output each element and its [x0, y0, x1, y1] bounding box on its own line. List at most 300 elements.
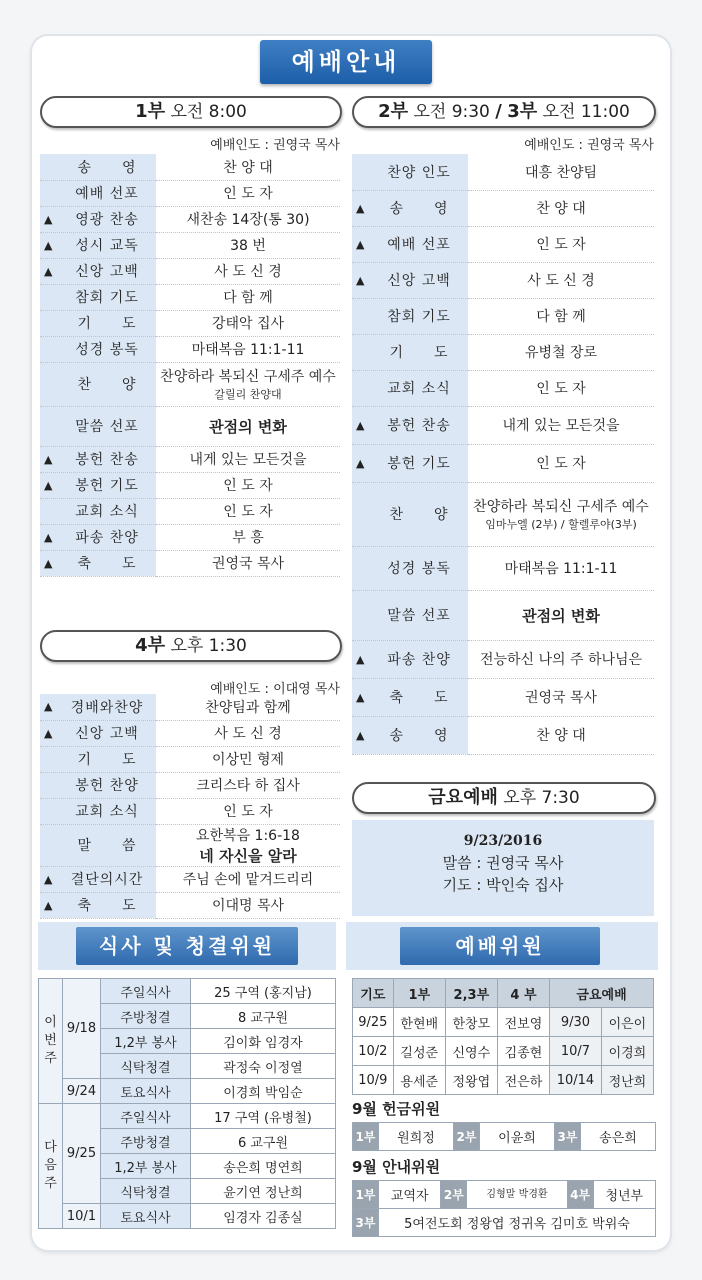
order-row [40, 892, 340, 918]
order-value: 크리스타 하 집사 [196, 778, 300, 794]
offering-names: 이윤희 [480, 1123, 555, 1151]
order-value: 권영국 목사 [211, 556, 285, 572]
order-value: 인 도 자 [223, 478, 273, 494]
meal-duty-name: 주일식사 [101, 1104, 191, 1129]
order-label [44, 869, 156, 889]
service3-name: 3부 [507, 101, 538, 122]
worship-cell: 김종현 [497, 1037, 549, 1066]
service1-header [40, 96, 342, 128]
order-label-cell [40, 206, 156, 232]
meal-duty-value: 곽정숙 이정열 [191, 1054, 336, 1079]
order-label-cell [40, 284, 156, 310]
worship-cell: 10/14 [550, 1066, 602, 1095]
order-label [44, 313, 156, 333]
friday-header [352, 782, 656, 814]
order-label-text: 신앙 고백 [387, 273, 451, 289]
worship-row [353, 1066, 654, 1095]
usher-table [352, 1180, 656, 1237]
order-value: 요한복음 1:6-18 [196, 827, 300, 844]
service1-leader: 예배인도 : 권영국 목사 [210, 138, 340, 153]
meal-duty-value: 6 교구원 [191, 1129, 336, 1154]
worship-cell: 한창모 [445, 1008, 497, 1037]
order-label-cell [40, 362, 156, 406]
page-title: 예배안내 [260, 40, 432, 84]
order-label-cell [40, 258, 156, 284]
order-label-cell [40, 446, 156, 472]
order-label-text: 성경 봉독 [75, 342, 139, 358]
order-label-cell [352, 640, 468, 678]
meal-row [39, 1104, 336, 1129]
friday-sermon: 말씀 : 권영국 목사 [442, 854, 564, 872]
meal-duty-value: 이경희 박임순 [191, 1079, 336, 1104]
order-label-text: 봉헌 찬양 [75, 778, 139, 794]
usher-row [353, 1209, 656, 1237]
order-label-cell [352, 370, 468, 406]
meal-title: 식사 및 청결위원 [76, 927, 298, 965]
order-value: 다 함 께 [536, 309, 586, 325]
usher-title: 9월 안내위원 [352, 1158, 441, 1176]
order-row [40, 694, 340, 720]
order-label-text: 파송 찬양 [75, 530, 139, 546]
order-value: 인 도 자 [223, 186, 273, 202]
order-value: 내게 있는 모든것을 [189, 452, 307, 468]
order-row [352, 444, 654, 482]
meal-week-cell [39, 979, 63, 1104]
service1-time: 오전 8:00 [170, 102, 247, 122]
service1-order-table [40, 154, 340, 577]
order-value: 강태악 집사 [211, 316, 285, 332]
order-row [352, 334, 654, 370]
order-label-text: 교회 소식 [75, 504, 139, 520]
order-label-cell [352, 406, 468, 444]
order-value-cell [156, 694, 340, 720]
order-label-cell [352, 716, 468, 754]
offering-names: 원희정 [379, 1123, 454, 1151]
order-label-cell [352, 190, 468, 226]
order-value-cell [468, 640, 654, 678]
order-value: 권영국 목사 [524, 690, 598, 706]
usher-service-tag: 3부 [353, 1209, 379, 1237]
meal-row [39, 979, 336, 1004]
friday-time: 오후 7:30 [503, 788, 580, 808]
order-row [352, 716, 654, 754]
order-row [40, 550, 340, 576]
order-label-cell [352, 678, 468, 716]
order-label [44, 374, 156, 394]
order-row [40, 866, 340, 892]
order-label-text: 파송 찬양 [387, 652, 451, 668]
standing-marker-icon: ▲ [44, 872, 53, 886]
order-row [40, 472, 340, 498]
order-label-text: 축 도 [77, 898, 137, 914]
order-value-cell [156, 336, 340, 362]
order-row [40, 824, 340, 866]
order-label-cell [40, 154, 156, 180]
order-value: 이상민 형제 [211, 752, 285, 768]
meal-duty-name: 1,2부 봉사 [101, 1029, 191, 1054]
order-value-sub: 임마누엘 (2부) / 할렐루야(3부) [485, 518, 637, 531]
meal-row [39, 1079, 336, 1104]
service4-time: 오후 1:30 [170, 636, 247, 656]
order-value-cell [156, 824, 340, 866]
order-row [40, 258, 340, 284]
order-label-cell [352, 546, 468, 590]
meal-duty-name: 1,2부 봉사 [101, 1154, 191, 1179]
order-label [356, 162, 468, 182]
order-label [356, 378, 468, 398]
friday-date: 9/23/2016 [463, 833, 543, 849]
worship-cell: 9/30 [550, 1008, 602, 1037]
order-label-cell [40, 824, 156, 866]
order-value: 인 도 자 [536, 456, 586, 472]
order-value: 인 도 자 [536, 237, 586, 253]
order-label-text: 예배 선포 [387, 237, 451, 253]
order-value: 이대명 목사 [211, 898, 285, 914]
order-label [356, 270, 468, 290]
meal-row [39, 1204, 336, 1229]
order-value: 찬양팀과 함께 [205, 699, 291, 716]
order-label-cell [40, 892, 156, 918]
standing-marker-icon: ▲ [356, 237, 365, 251]
order-label-text: 기 도 [77, 316, 137, 332]
order-value-cell [468, 678, 654, 716]
offering-service-tag: 3부 [555, 1123, 581, 1151]
order-row [352, 190, 654, 226]
order-label-text: 기 도 [389, 345, 449, 361]
order-label [44, 775, 156, 795]
worship-cell: 10/7 [550, 1037, 602, 1066]
order-value: 다 함 께 [223, 290, 273, 306]
meal-duty-value: 김이화 임경자 [191, 1029, 336, 1054]
order-value: 내게 있는 모든것을 [502, 418, 620, 434]
standing-marker-icon: ▲ [44, 530, 53, 544]
order-label-text: 송 영 [389, 728, 449, 744]
meal-date-cell: 9/18 [63, 979, 101, 1079]
service23-leader: 예배인도 : 권영국 목사 [524, 138, 654, 153]
order-row [40, 206, 340, 232]
order-value: 유병철 장로 [524, 345, 598, 361]
order-label [44, 723, 156, 743]
worship-cell: 정난희 [601, 1066, 653, 1095]
order-value-cell [156, 472, 340, 498]
meal-duty-value: 임경자 김종실 [191, 1204, 336, 1229]
order-value-cell [156, 550, 340, 576]
meal-duty-name: 식탁청결 [101, 1179, 191, 1204]
order-label-cell [40, 720, 156, 746]
order-value: 찬양하라 복되신 구세주 예수 [473, 499, 649, 515]
order-label-cell [40, 798, 156, 824]
order-value-cell [156, 206, 340, 232]
usher-service-tag: 1부 [353, 1181, 379, 1209]
order-value-cell [156, 362, 340, 406]
worship-cell: 이은이 [601, 1008, 653, 1037]
order-label-cell [352, 590, 468, 640]
order-value-cell [468, 370, 654, 406]
standing-marker-icon: ▲ [356, 201, 365, 215]
worship-cell: 9/25 [353, 1008, 394, 1037]
order-value-cell [156, 154, 340, 180]
order-value-cell [468, 482, 654, 546]
meal-week-char: 이 [44, 1015, 57, 1030]
friday-prayer: 기도 : 박인숙 집사 [442, 876, 564, 894]
order-value: 찬양하라 복되신 구세주 예수 [160, 369, 336, 385]
order-label [44, 416, 156, 436]
standing-marker-icon: ▲ [356, 418, 365, 432]
order-label-cell [40, 746, 156, 772]
order-label [356, 687, 468, 707]
worship-header-cell: 기도 [353, 979, 394, 1008]
order-value-cell [156, 720, 340, 746]
meal-duty-value: 17 구역 (유병철) [191, 1104, 336, 1129]
order-label-cell [352, 482, 468, 546]
offering-title: 9월 헌금위원 [352, 1100, 441, 1118]
order-row [40, 498, 340, 524]
order-row [40, 180, 340, 206]
meal-date-cell: 10/1 [63, 1204, 101, 1229]
friday-details [352, 820, 654, 916]
order-value: 찬 양 대 [536, 728, 586, 744]
order-label [44, 501, 156, 521]
order-value: 마태복음 11:1-11 [191, 342, 305, 358]
order-label-text: 기 도 [77, 752, 137, 768]
meal-week-cell [39, 1104, 63, 1229]
order-label [44, 235, 156, 255]
order-row [40, 446, 340, 472]
order-value-cell [468, 406, 654, 444]
order-row [352, 590, 654, 640]
order-row [352, 298, 654, 334]
meal-duty-name: 주일식사 [101, 979, 191, 1004]
order-row [40, 798, 340, 824]
order-value-cell [468, 590, 654, 640]
order-row [40, 772, 340, 798]
meal-duty-name: 토요식사 [101, 1204, 191, 1229]
order-label-text: 봉헌 찬송 [387, 418, 451, 434]
order-label-text: 신앙 고백 [75, 726, 139, 742]
order-label [356, 558, 468, 578]
order-value-cell [156, 498, 340, 524]
worship-header-cell: 4 부 [497, 979, 549, 1008]
order-value: 새찬송 14장(통 30) [186, 212, 310, 228]
order-label-cell [352, 226, 468, 262]
order-label-text: 찬양 인도 [387, 164, 451, 181]
order-value: 사 도 신 경 [214, 726, 282, 742]
usher-row [353, 1181, 656, 1209]
worship-cell: 한현배 [393, 1008, 445, 1037]
service4-leader: 예배인도 : 이대영 목사 [210, 682, 340, 697]
order-value-cell [468, 298, 654, 334]
order-label-cell [40, 232, 156, 258]
order-value-cell [468, 190, 654, 226]
order-label-text: 교회 소식 [387, 381, 451, 397]
usher-names: 김형말 박경환 [467, 1181, 567, 1209]
worship-header-cell: 2,3부 [445, 979, 497, 1008]
order-row [40, 746, 340, 772]
order-label [44, 261, 156, 281]
order-value: 관점의 변화 [209, 417, 287, 436]
order-label-text: 경배와찬양 [70, 699, 144, 716]
service1-name: 1부 [135, 101, 166, 122]
order-row [352, 546, 654, 590]
offering-names: 송은희 [581, 1123, 656, 1151]
order-row [40, 720, 340, 746]
order-value-cell [156, 284, 340, 310]
service2-name: 2부 [378, 101, 409, 122]
order-value-cell [468, 226, 654, 262]
order-label-text: 신앙 고백 [75, 264, 139, 280]
order-label-text: 참회 기도 [387, 309, 451, 325]
usher-names: 5여전도회 정왕엽 정귀옥 김미호 박위숙 [379, 1209, 656, 1237]
standing-marker-icon: ▲ [356, 690, 365, 704]
order-value-cell [156, 446, 340, 472]
standing-marker-icon: ▲ [44, 264, 53, 278]
service2-time: 오전 9:30 [413, 102, 490, 122]
order-row [40, 154, 340, 180]
usher-names: 청년부 [593, 1181, 655, 1209]
order-label-text: 축 도 [389, 690, 449, 706]
order-row [352, 370, 654, 406]
meal-date-cell: 9/25 [63, 1104, 101, 1204]
order-label-text: 봉헌 기도 [75, 478, 139, 494]
meal-table [38, 978, 336, 1229]
usher-service-tag: 4부 [567, 1181, 593, 1209]
order-value: 찬 양 대 [536, 201, 586, 217]
worship-committee-table [352, 978, 654, 1095]
meal-duty-value: 윤기연 정난희 [191, 1179, 336, 1204]
order-label-text: 결단의시간 [70, 872, 144, 888]
standing-marker-icon: ▲ [356, 652, 365, 666]
meal-week-char: 주 [44, 1051, 57, 1066]
service3-time: 오전 11:00 [542, 102, 630, 122]
worship-header-cell: 금요예배 [550, 979, 654, 1008]
order-label-cell [40, 866, 156, 892]
order-label [44, 449, 156, 469]
order-label-text: 봉헌 찬송 [75, 452, 139, 468]
usher-service-tag: 2부 [441, 1181, 467, 1209]
order-value-cell [156, 524, 340, 550]
meal-week-char: 음 [44, 1158, 57, 1173]
service23-order-table [352, 154, 654, 755]
order-label [44, 697, 156, 717]
order-value: 인 도 자 [223, 504, 273, 520]
order-label-cell [40, 310, 156, 336]
standing-marker-icon: ▲ [44, 700, 53, 714]
order-label [44, 157, 156, 177]
order-label-cell [40, 524, 156, 550]
order-value: 마태복음 11:1-11 [504, 561, 618, 577]
offering-service-tag: 1부 [353, 1123, 379, 1151]
worship-header-row [353, 979, 654, 1008]
order-label-text: 찬 양 [77, 377, 137, 393]
order-label-cell [352, 444, 468, 482]
order-row [352, 226, 654, 262]
order-label-cell [40, 550, 156, 576]
order-label-cell [352, 262, 468, 298]
order-value-sub: 갈릴리 찬양대 [214, 388, 282, 401]
order-label-text: 참회 기도 [75, 290, 139, 306]
order-label-cell [40, 772, 156, 798]
order-value-cell [156, 892, 340, 918]
order-value-cell [156, 180, 340, 206]
order-label-text: 송 영 [77, 159, 137, 176]
order-label [356, 306, 468, 326]
standing-marker-icon: ▲ [44, 452, 53, 466]
order-label-cell [40, 694, 156, 720]
order-value-cell [468, 444, 654, 482]
standing-marker-icon: ▲ [44, 726, 53, 740]
order-value-cell [468, 546, 654, 590]
worship-row [353, 1008, 654, 1037]
worship-cell: 신영수 [445, 1037, 497, 1066]
order-label-cell [352, 334, 468, 370]
order-row [40, 310, 340, 336]
order-label [44, 287, 156, 307]
service4-header [40, 630, 342, 662]
order-label-cell [40, 498, 156, 524]
worship-cell: 10/9 [353, 1066, 394, 1095]
order-label [356, 649, 468, 669]
usher-names: 교역자 [379, 1181, 441, 1209]
meal-week-char: 다 [44, 1140, 57, 1155]
offering-table [352, 1122, 656, 1151]
order-label-text: 말씀 선포 [75, 419, 139, 435]
order-value-cell [468, 716, 654, 754]
order-label [356, 453, 468, 473]
order-value: 주님 손에 맡겨드리리 [182, 872, 314, 888]
order-label-cell [40, 336, 156, 362]
offering-service-tag: 2부 [454, 1123, 480, 1151]
order-label-cell [352, 154, 468, 190]
order-label [44, 553, 156, 573]
order-value-cell [156, 232, 340, 258]
order-value: 부 흥 [232, 530, 264, 546]
order-value-cell [156, 258, 340, 284]
order-label-text: 예배 선포 [75, 186, 139, 202]
order-value-cell [156, 866, 340, 892]
worship-header-cell: 1부 [393, 979, 445, 1008]
order-value-cell [468, 262, 654, 298]
order-label-text: 봉헌 기도 [387, 456, 451, 472]
meal-date-cell: 9/24 [63, 1079, 101, 1104]
order-value-cell [156, 406, 340, 446]
order-label [44, 209, 156, 229]
order-label-text: 성경 봉독 [387, 561, 451, 577]
standing-marker-icon: ▲ [44, 556, 53, 570]
order-label [44, 475, 156, 495]
offering-row [353, 1123, 656, 1151]
order-label-text: 성시 교독 [75, 238, 139, 254]
order-value-cell [156, 310, 340, 336]
order-row [352, 262, 654, 298]
order-value: 사 도 신 경 [527, 273, 595, 289]
worship-cell: 전보영 [497, 1008, 549, 1037]
order-label-text: 교회 소식 [75, 804, 139, 820]
order-row [40, 406, 340, 446]
meal-duty-value: 25 구역 (홍지남) [191, 979, 336, 1004]
order-label-text: 축 도 [77, 556, 137, 572]
order-row [352, 640, 654, 678]
order-value-cell [156, 746, 340, 772]
worship-row [353, 1037, 654, 1066]
order-label-cell [352, 298, 468, 334]
order-label-cell [40, 406, 156, 446]
order-row [352, 678, 654, 716]
standing-marker-icon: ▲ [44, 898, 53, 912]
order-label [356, 234, 468, 254]
standing-marker-icon: ▲ [356, 456, 365, 470]
meal-duty-name: 주방청결 [101, 1129, 191, 1154]
worship-cell: 정왕엽 [445, 1066, 497, 1095]
